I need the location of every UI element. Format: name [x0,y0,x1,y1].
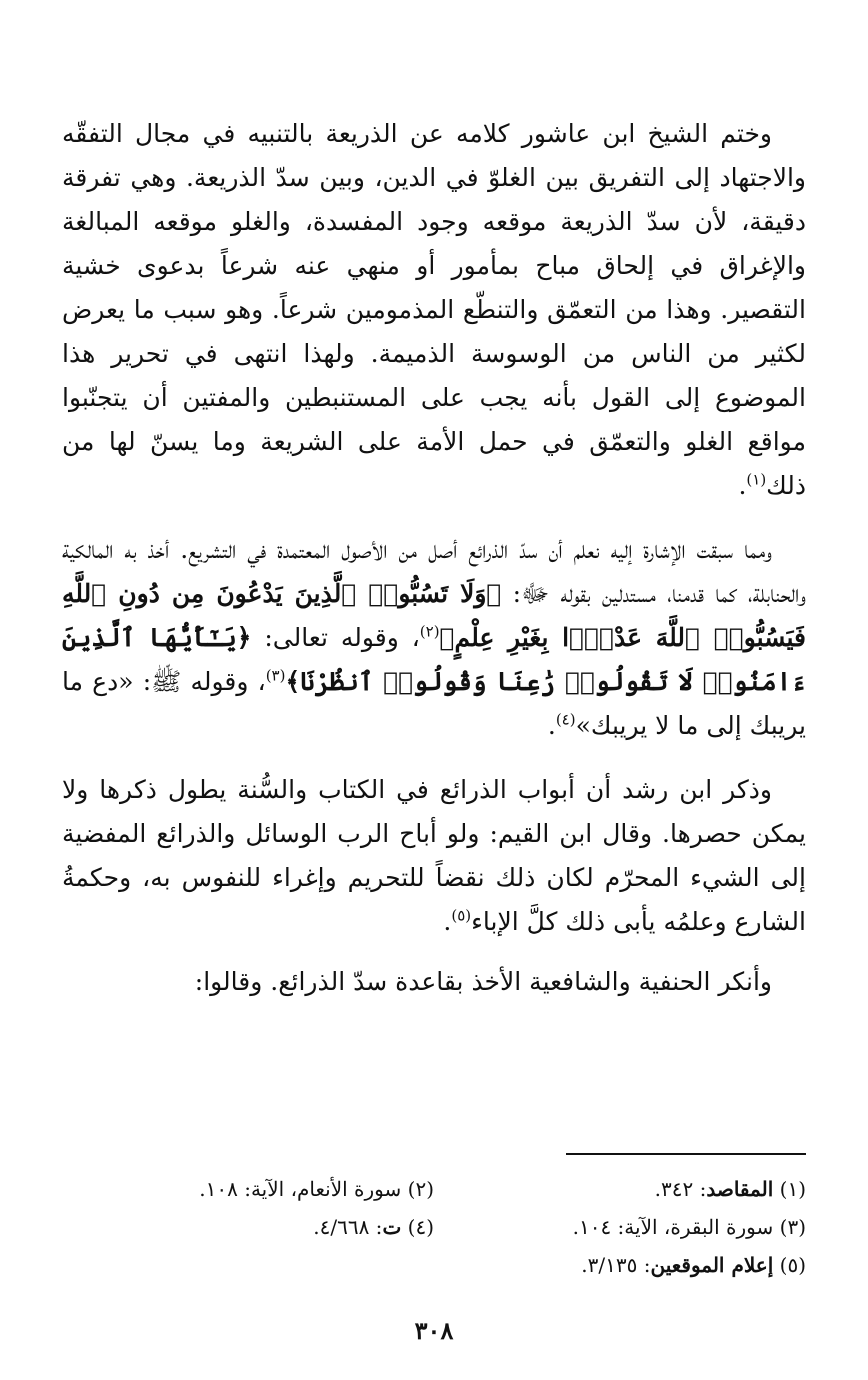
footnote-ref: (١) [746,470,767,489]
footnote-divider [566,1153,806,1155]
paragraph-text: ومما سبقت الإشارة إليه نعلم أن سدّ الذرائع أصل من الأصول المعتمدة في التشريع. أخذ به المالكية والحنابلة، كما قدمنا، مستدلين بقوله ﷻ: [62,535,806,608]
quran-verse: ﴿وَلَا تَسُبُّوا۟ ٱلَّذِينَ يَدْعُونَ مِن دُونِ ٱللَّهِ فَيَسُبُّوا۟ ٱللَّهَ عَدْوًۢا بِغَيْرِ عِلْمٍ﴾ [62,579,806,652]
footnote-row [62,1208,806,1246]
paragraph-ibn-rushd: وذكر ابن رشد أن أبواب الذرائع في الكتاب والسُّنة يطول ذكرها ولا يمكن حصرها. وقال ابن القيم: ولو أباح الرب الوسائل والذرائع المفضية إلى الشيء المحرّم لكان ذلك نقضاً للتحريم وإغراء للنفوس به، وحكمةُ الشارع وعلمُه يأبى ذلك كلَّ الإباء$^{(٥)}$. [62,775,806,936]
footnote-4: (٤) ت: ٤/٦٦٨. [313,1215,434,1239]
footnote-ref: (٢) [419,622,440,641]
footnote-3: (٣) سورة البقرة، الآية: ١٠٤. [572,1215,806,1239]
quran-verse: ﴿يَـٰٓأَيُّهَا ٱلَّذِينَ ءَامَنُوا۟ لَا تَقُولُوا۟ رَٰعِنَا وَقُولُوا۟ ٱنظُرْنَا﴾ [62,623,806,696]
paragraph-sadd-al-dharai: ومما سبقت الإشارة إليه نعلم أن سدّ الذرائع أصل من الأصول المعتمدة في التشريع. أخذ به المالكية والحنابلة، كما قدمنا، مستدلين بقوله ﷻ: ﴿وَلَا تَسُبُّوا۟ ٱلَّذِينَ يَدْعُونَ مِن دُونِ ٱللَّهِ فَيَسُبُّوا۟ ٱللَّهَ عَدْوًۢا بِغَيْرِ عِلْمٍ﴾$^{(٢)}$، وقوله تعالى: ﴿يَـٰٓأَيُّهَا ٱلَّذِينَ ءَامَنُوا۟ لَا تَقُولُوا۟ رَٰعِنَا وَقُولُوا۟ ٱنظُرْنَا﴾$^{(٣)}$، وقوله ﷺ: «دع ما يريبك إلى ما لا يريبك»$^{(٤)}$. [62,535,806,740]
footnote-2: (٢) سورة الأنعام، الآية: ١٠٨. [199,1177,434,1201]
paragraph-text: وذكر ابن رشد أن أبواب الذرائع في الكتاب والسُّنة يطول ذكرها ولا يمكن حصرها. وقال ابن القيم: ولو أباح الرب الوسائل والذرائع المفضية إلى الشيء المحرّم لكان ذلك نقضاً للتحريم وإغراء للنفوس به، وحكمةُ الشارع وعلمُه يأبى ذلك كلَّ الإباء [62,775,806,936]
footnote-5: (٥) إعلام الموقعين: ٣/١٣٥. [581,1253,806,1277]
footnotes [62,1170,806,1284]
footnote-ref: (٥) [451,906,472,925]
page-number: ٣٠٨ [414,1316,454,1345]
paragraph-text: وختم الشيخ ابن عاشور كلامه عن الذريعة بالتنبيه في مجال التفقّه والاجتهاد إلى التفريق بين الغلوّ في الدين، وبين سدّ الذريعة. وهي تفرقة دقيقة، لأن سدّ الذريعة موقعه وجود المفسدة، والغلو موقعه المبالغة والإغراق في إلحاق مباح بمأمور أو منهي عنه شرعاً بدعوى خشية التقصير. وهذا من التعمّق والتنطّع المذمومين شرعاً. وهو سبب ما يعرض لكثير من الناس من الوسوسة الذميمة. ولهذا انتهى في تحرير هذا الموضوع إلى القول بأنه يجب على المستنبطين والمفتين أن يتجنّبوا مواقع الغلو والتعمّق في حمل الأمة على الشريعة وما يسنّ لها من ذلك [62,119,806,500]
footnote-1: (١) المقاصد: ٣٤٢. [654,1177,806,1201]
footnote-ref: (٣) [265,666,286,685]
footnote-ref: (٤) [555,710,576,729]
paragraph-text: ، وقوله تعالى: [251,623,420,652]
paragraph-text: ، وقوله ﷺ: «دع ما يريبك إلى ما لا يريبك» [62,667,806,740]
paragraph-ibn-ashur: وختم الشيخ ابن عاشور كلامه عن الذريعة بالتنبيه في مجال التفقّه والاجتهاد إلى التفريق بين الغلوّ في الدين، وبين سدّ الذريعة. وهي تفرقة دقيقة، لأن سدّ الذريعة موقعه وجود المفسدة، والغلو موقعه المبالغة والإغراق في إلحاق مباح بمأمور أو منهي عنه شرعاً بدعوى خشية التقصير. وهذا من التعمّق والتنطّع المذمومين شرعاً. وهو سبب ما يعرض لكثير من الناس من الوسوسة الذميمة. ولهذا انتهى في تحرير هذا الموضوع إلى القول بأنه يجب على المستنبطين والمفتين أن يتجنّبوا مواقع الغلو والتعمّق في حمل الأمة على الشريعة وما يسنّ لها من ذلك$^{(١)}$. [62,119,806,500]
footnote-row [62,1246,806,1284]
paragraph-text: وأنكر الحنفية والشافعية الأخذ بقاعدة سدّ الذرائع. وقالوا: [194,967,772,996]
footnote-row [62,1170,806,1208]
paragraph-hanafiyya [62,960,806,1004]
